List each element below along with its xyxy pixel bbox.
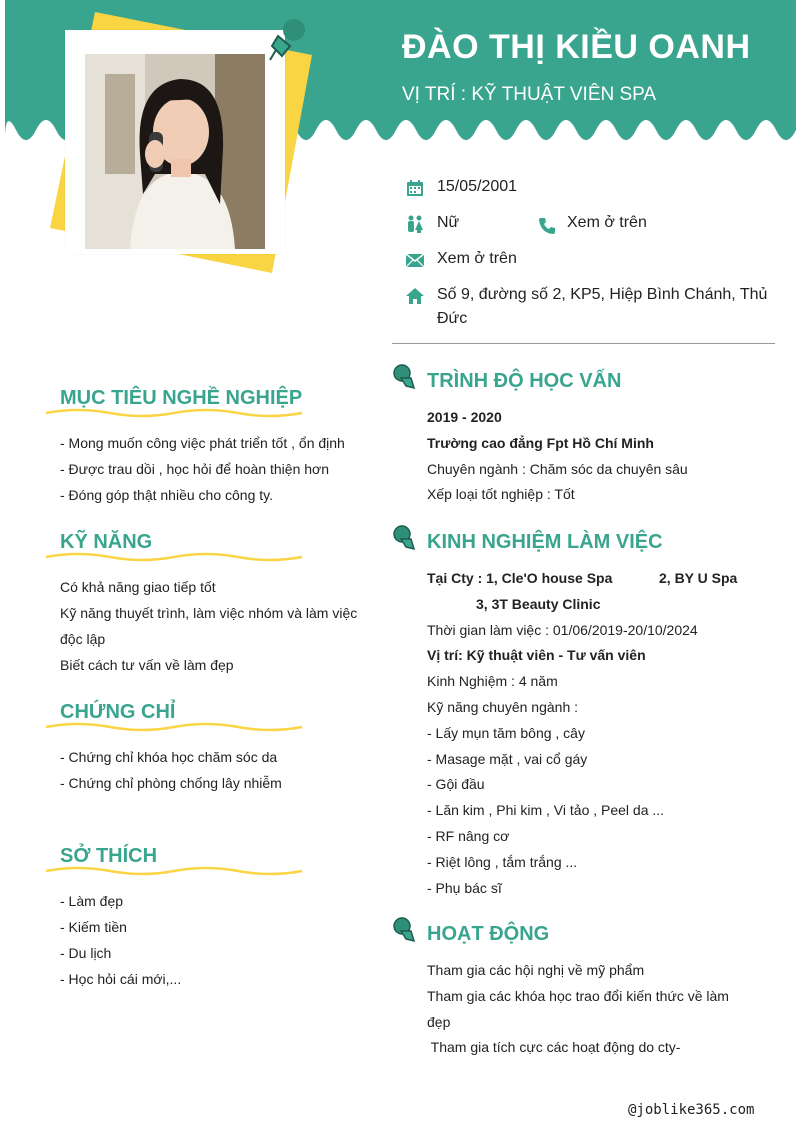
heading-underline [46, 865, 304, 877]
pin-icon [268, 16, 308, 62]
home-icon [405, 286, 425, 306]
birthday: 15/05/2001 [437, 178, 518, 195]
email: Xem ở trên [437, 250, 517, 267]
address-line-2: Đức [437, 310, 468, 327]
certificates-text: - Chứng chỉ khóa học chăm sóc da - Chứng chỉ phòng chống lây nhiễm [60, 749, 282, 791]
experience-heading: KINH NGHIỆM LÀM VIỆC [427, 531, 663, 553]
heading-underline [46, 407, 304, 419]
skills-text: Có khả năng giao tiếp tốt Kỹ năng thuyết trình, làm việc nhóm và làm việc độc lập Biết cách tư vấn về làm đẹp [60, 579, 358, 673]
objective-heading: MỤC TIÊU NGHỀ NGHIỆP [60, 387, 303, 409]
skills-heading: KỸ NĂNG [60, 531, 153, 553]
education-heading: TRÌNH ĐỘ HỌC VẤN [427, 370, 622, 392]
objective-text: - Mong muốn công việc phát triển tốt , ổn định - Được trau dồi , học hỏi để hoàn thiện hơn - Đóng góp thật nhiều cho công ty. [60, 435, 345, 503]
activities-heading: HOẠT ĐỘNG [427, 923, 550, 945]
email-icon [405, 250, 425, 270]
avatar [85, 54, 265, 249]
pin-icon [392, 525, 418, 553]
phone-icon [537, 216, 557, 236]
heading-underline [46, 551, 304, 563]
address-line-1: Số 9, đường số 2, KP5, Hiệp Bình Chánh, Thủ [437, 286, 768, 303]
experience-text: Tại Cty : 1, Cle'O house Spa 2, BY U Spa 3, 3T Beauty Clinic Thời gian làm việc : 01/06/2019-20/10/2024 Vị trí: Kỹ thuật viên - Tư vấn viên Kinh Nghiệm : 4 năm Kỹ năng chuyên ngành : - Lấy mụn tăm bông , cây - Masage mặt , vai cổ gáy - Gội đầu - Lăn kim , Phi kim , Vi tảo , Peel da ... - RF nâng cơ - Riệt lông , tắm trắng ... - Phụ bác sĩ [427, 570, 738, 896]
candidate-role: VỊ TRÍ : KỸ THUẬT VIÊN SPA [402, 84, 657, 105]
watermark: @joblike365.com [628, 1102, 755, 1118]
pin-icon [392, 917, 418, 945]
hobbies-heading: SỞ THÍCH [60, 845, 158, 867]
profile-photo-block [0, 0, 330, 290]
heading-underline [46, 721, 304, 733]
gender-icon [405, 214, 425, 234]
pin-icon [392, 364, 418, 392]
candidate-name: ĐÀO THỊ KIỀU OANH [402, 28, 751, 66]
phone: Xem ở trên [567, 214, 647, 231]
calendar-icon [405, 178, 425, 198]
education-text: 2019 - 2020 Trường cao đẳng Fpt Hồ Chí Minh Chuyên ngành : Chăm sóc da chuyên sâu Xếp loại tốt nghiệp : Tốt [427, 409, 688, 503]
gender: Nữ [437, 214, 460, 231]
certificates-heading: CHỨNG CHỈ [60, 701, 176, 723]
hobbies-text: - Làm đẹp - Kiếm tiền - Du lịch - Học hỏi cái mới,... [60, 893, 182, 987]
activities-text: Tham gia các hội nghị về mỹ phẩm Tham gia các khóa học trao đổi kiến thức về làm đẹp Tham gia tích cực các hoạt động do cty- [427, 962, 729, 1056]
divider [392, 343, 775, 344]
